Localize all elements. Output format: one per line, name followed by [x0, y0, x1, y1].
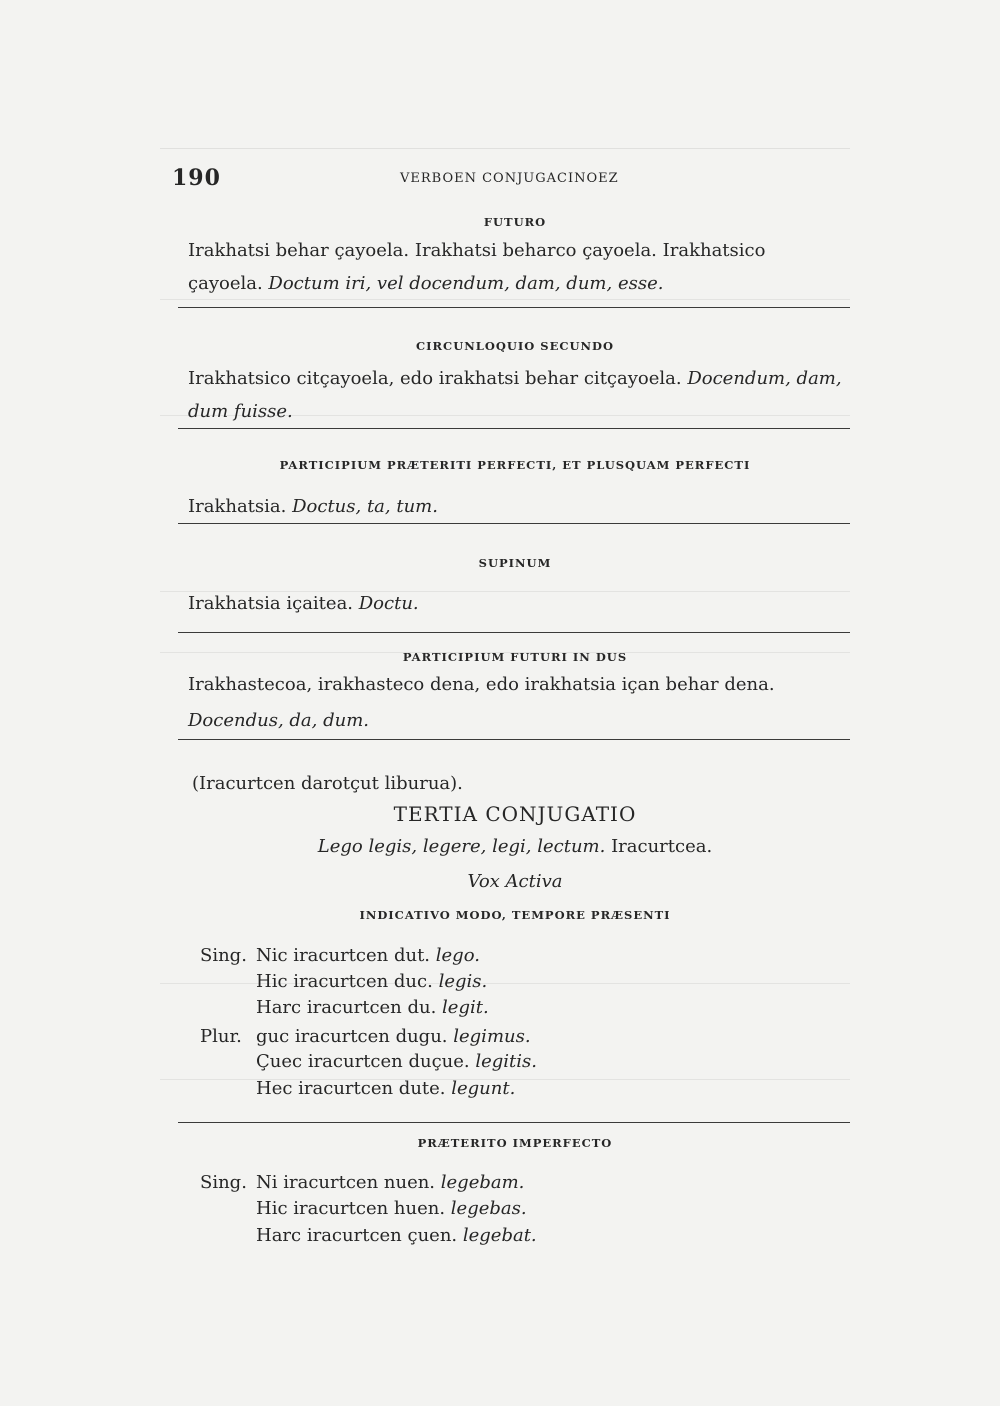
- basque-form: guc iracurtcen dugu.: [256, 1026, 454, 1047]
- participium-praeteriti-heading: PARTICIPIUM PRÆTERITI PERFECTI, ET PLUSQUAM PERFECTI: [279, 458, 751, 472]
- conjugation-row: [200, 1051, 537, 1072]
- conjugation-row: [200, 1198, 527, 1219]
- participium-praeteriti-line: [188, 496, 438, 517]
- latin-form: legis.: [438, 971, 488, 992]
- running-title: VERBOEN CONJUGACINOEZ: [400, 171, 619, 186]
- basque-form: Hic iracurtcen duc.: [256, 971, 439, 992]
- tertia-principal-basque: Iracurtcea.: [605, 836, 713, 857]
- number-label: Sing.: [200, 1172, 247, 1193]
- circunloquio-line-1-text: Irakhatsico citçayoela, edo irakhatsi behar citçayoela.: [188, 368, 688, 389]
- conjugation-row: [200, 945, 480, 966]
- divider: [178, 523, 850, 524]
- running-head: [172, 165, 862, 193]
- latin-form: lego.: [435, 945, 480, 966]
- latin-form: legitis.: [475, 1051, 537, 1072]
- participium-futuri-latin: Docendus, da, dum.: [188, 710, 369, 731]
- number-label: Plur.: [200, 1026, 242, 1047]
- basque-form: Ni iracurtcen nuen.: [256, 1172, 441, 1193]
- latin-form: legunt.: [451, 1078, 516, 1099]
- participium-futuri-line-2: [188, 710, 369, 731]
- conjugation-row: [200, 1078, 515, 1099]
- futuro-line-2-latin: Doctum iri, vel docendum, dam, dum, esse.: [268, 273, 664, 294]
- conjugation-row: [200, 1225, 537, 1246]
- page-number: 190: [172, 165, 221, 191]
- circunloquio-line-2-latin: dum fuisse.: [188, 401, 293, 422]
- basque-form: Hec iracurtcen dute.: [256, 1078, 452, 1099]
- latin-form: legimus.: [453, 1026, 531, 1047]
- praeterito-heading: PRÆTERITO IMPERFECTO: [417, 1136, 613, 1150]
- conjugation-row: [200, 971, 487, 992]
- basque-form: Nic iracurtcen dut.: [256, 945, 436, 966]
- basque-form: Çuec iracurtcen duçue.: [256, 1051, 476, 1072]
- conjugation-row: [200, 1026, 531, 1047]
- latin-form: legebat.: [462, 1225, 537, 1246]
- indicativo-heading: INDICATIVO MODO, TEMPORE PRÆSENTI: [359, 908, 671, 922]
- circunloquio-line-1-latin: Docendum, dam,: [687, 368, 842, 389]
- conjugation-row: [200, 997, 489, 1018]
- participium-praeteriti-latin: Doctus, ta, tum.: [292, 496, 438, 517]
- vox-activa: Vox Activa: [467, 871, 563, 892]
- participium-futuri-heading: PARTICIPIUM FUTURI IN DUS: [402, 650, 628, 664]
- tertia-title: TERTIA CONJUGATIO: [393, 802, 637, 826]
- divider: [178, 739, 850, 740]
- divider: [178, 428, 850, 429]
- supinum-latin: Doctu.: [358, 593, 419, 614]
- circunloquio-heading: CIRCUNLOQUIO SECUNDO: [415, 339, 615, 353]
- tertia-note: (Iracurtcen darotçut liburua).: [192, 773, 463, 794]
- conjugation-row: [200, 1172, 524, 1193]
- participium-praeteriti-text: Irakhatsia.: [188, 496, 293, 517]
- basque-form: Hic iracurtcen huen.: [256, 1198, 451, 1219]
- participium-futuri-line-1: Irakhastecoa, irakhasteco dena, edo irakhatsia içan behar dena.: [188, 674, 775, 695]
- supinum-heading: SUPINUM: [478, 556, 552, 570]
- supinum-line: [188, 593, 419, 614]
- tertia-voice: [175, 871, 855, 892]
- futuro-line-2-text: çayoela.: [188, 273, 269, 294]
- futuro-line-2: [188, 273, 663, 294]
- basque-form: Harc iracurtcen çuen.: [256, 1225, 463, 1246]
- circunloquio-line-2: [188, 401, 293, 422]
- divider: [178, 307, 850, 308]
- tertia-principal-latin: Lego legis, legere, legi, lectum.: [317, 836, 606, 857]
- futuro-line-1: Irakhatsi behar çayoela. Irakhatsi beharco çayoela. Irakhatsico: [188, 240, 766, 261]
- tertia-principal-parts: [175, 836, 855, 857]
- basque-form: Harc iracurtcen du.: [256, 997, 443, 1018]
- supinum-text: Irakhatsia içaitea.: [188, 593, 359, 614]
- divider: [178, 632, 850, 633]
- latin-form: legebam.: [440, 1172, 525, 1193]
- number-label: Sing.: [200, 945, 247, 966]
- futuro-heading: FUTURO: [483, 215, 547, 229]
- divider: [178, 1122, 850, 1123]
- latin-form: legebas.: [450, 1198, 527, 1219]
- latin-form: legit.: [442, 997, 489, 1018]
- circunloquio-line-1: [188, 368, 842, 389]
